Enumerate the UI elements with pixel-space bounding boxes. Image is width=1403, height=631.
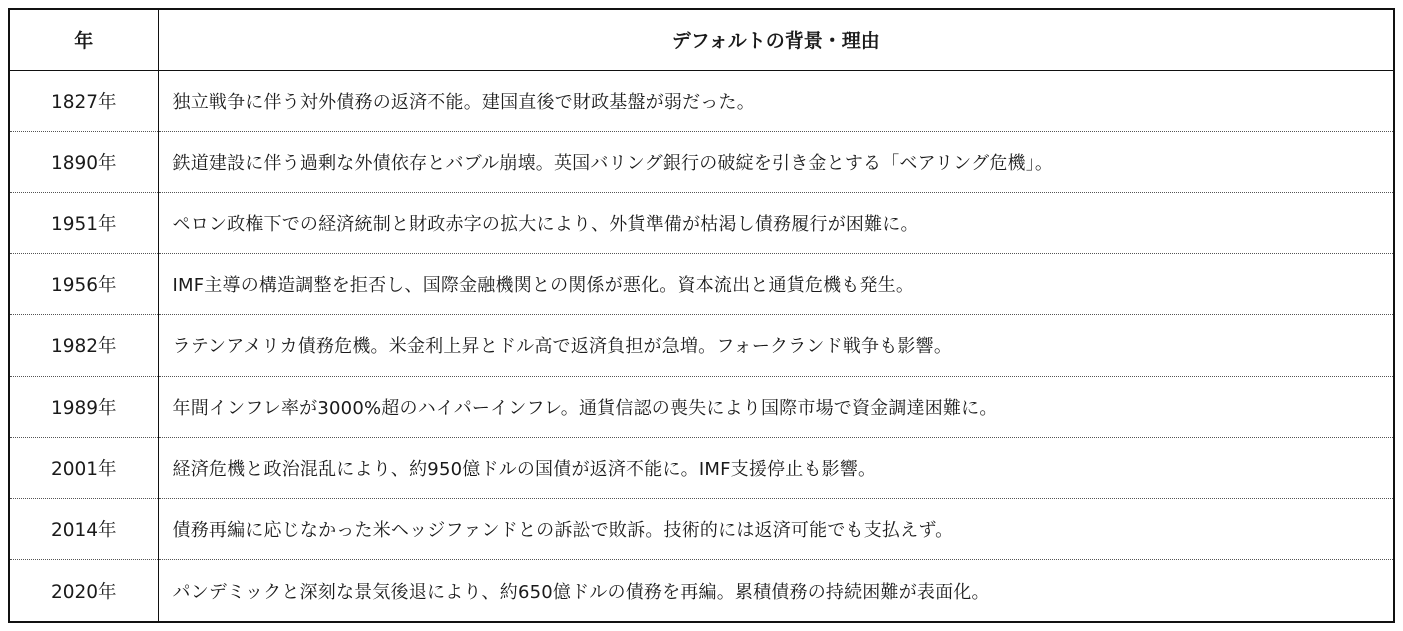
year-cell: 1982年 (10, 315, 158, 376)
table-body (10, 70, 1393, 621)
header-row (10, 10, 1393, 70)
table (10, 10, 1393, 621)
table-row (10, 437, 1393, 498)
reason-cell: パンデミックと深刻な景気後退により、約650億ドルの債務を再編。累積債務の持続困難が表面化。 (158, 560, 1393, 621)
reason-cell: ペロン政権下での経済統制と財政赤字の拡大により、外貨準備が枯渇し債務履行が困難に。 (158, 192, 1393, 253)
default-history-table (8, 8, 1395, 623)
reason-cell: 鉄道建設に伴う過剰な外債依存とバブル崩壊。英国バリング銀行の破綻を引き金とする「ベアリング危機」。 (158, 131, 1393, 192)
table-row (10, 131, 1393, 192)
year-cell: 2001年 (10, 437, 158, 498)
year-cell: 1827年 (10, 70, 158, 131)
reason-cell: 債務再編に応じなかった米ヘッジファンドとの訴訟で敗訴。技術的には返済可能でも支払えず。 (158, 499, 1393, 560)
table-row (10, 315, 1393, 376)
year-cell: 2020年 (10, 560, 158, 621)
year-cell: 2014年 (10, 499, 158, 560)
header-reason: デフォルトの背景・理由 (158, 10, 1393, 70)
reason-cell: 独立戦争に伴う対外債務の返済不能。建国直後で財政基盤が弱だった。 (172, 91, 755, 113)
table-row (10, 192, 1393, 253)
header-year: 年 (10, 10, 158, 70)
reason-cell: IMF主導の構造調整を拒否し、国際金融機関との関係が悪化。資本流出と通貨危機も発生。 (158, 254, 1393, 315)
reason-cell: ラテンアメリカ債務危機。米金利上昇とドル高で返済負担が急増。フォークランド戦争も影響。 (158, 315, 1393, 376)
reason-cell: 経済危機と政治混乱により、約950億ドルの国債が返済不能に。IMF支援停止も影響。 (158, 437, 1393, 498)
reason-cell: 年間インフレ率が3000%超のハイパーインフレ。通貨信認の喪失により国際市場で資金調達困難に。 (158, 376, 1393, 437)
year-cell: 1956年 (10, 254, 158, 315)
table-row (10, 376, 1393, 437)
year-cell: 1890年 (10, 131, 158, 192)
table-header (10, 10, 1393, 70)
year-cell: 1989年 (10, 376, 158, 437)
table-row (10, 560, 1393, 621)
table-row (10, 499, 1393, 560)
year-cell: 1951年 (10, 192, 158, 253)
table-row (10, 254, 1393, 315)
table-row (10, 70, 1393, 131)
